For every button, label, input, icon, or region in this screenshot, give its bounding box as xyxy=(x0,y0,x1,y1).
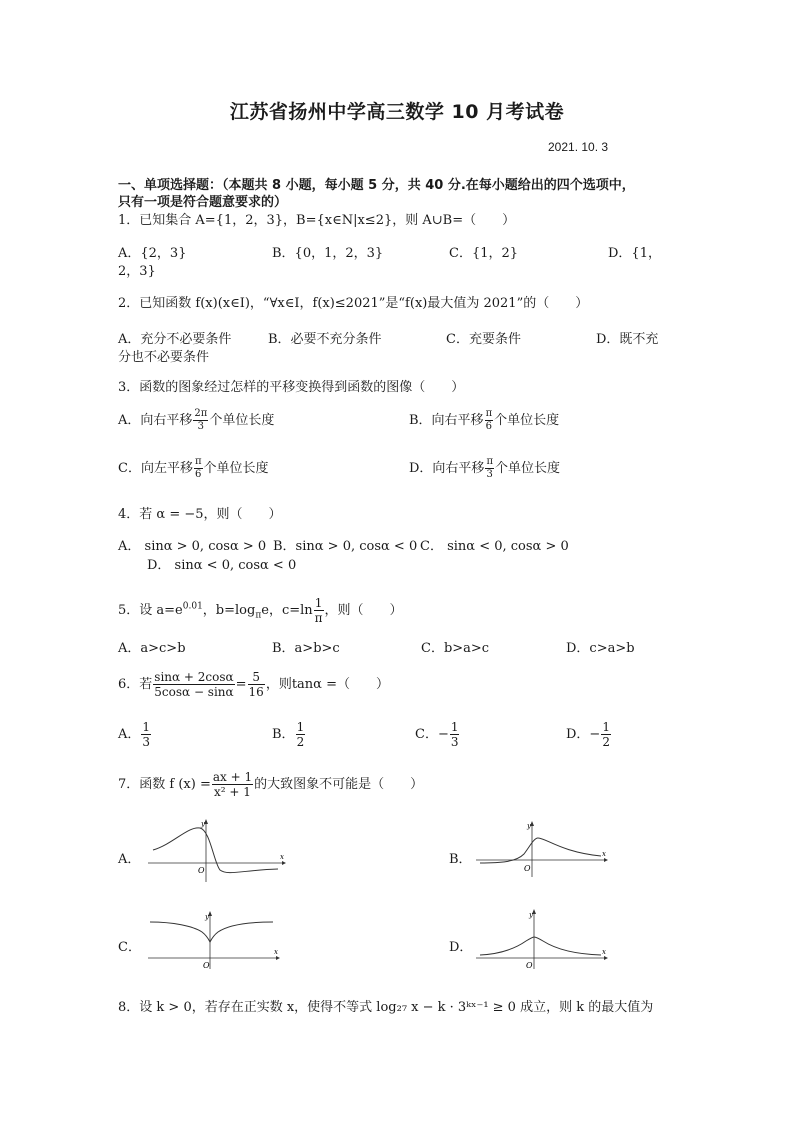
question-6-stem: 6．若 $\frac{\sin\alpha + 2\cos\alpha}{5\cos\alpha - \sin\alpha}$ = $\frac{5}{16}$ ，则tanα =（ ） xyxy=(118,670,389,699)
question-7-graph-a xyxy=(148,818,288,883)
question-2-option-d: D．既不充 xyxy=(596,332,659,347)
question-7-stem: 7．函数 f (x) = $\frac{ax + 1}{\text{x² + 1}}$ 的大致图象不可能是（ ） xyxy=(118,770,424,799)
question-7-graph-c xyxy=(148,910,283,970)
question-4-option-a: A． sinα > 0, cosα > 0 xyxy=(118,539,267,554)
svg-text:y: y xyxy=(527,822,531,830)
svg-text:x: x xyxy=(274,948,278,956)
svg-text:y: y xyxy=(201,820,205,828)
question-5-option-b: B．a>b>c xyxy=(272,641,340,656)
question-5-option-d: D．c>a>b xyxy=(566,641,635,656)
question-7-option-d-label: D． xyxy=(449,940,473,955)
question-3-option-b: B．向右平移 $\frac{\pi}{6}$ 个单位长度 xyxy=(409,408,560,432)
question-6-option-d: D．− $\frac{1}{2}$ xyxy=(566,720,610,749)
section-heading-line2: 只有一项是符合题意要求的） xyxy=(118,195,288,210)
question-4-option-c: C． sinα < 0, cosα > 0 xyxy=(420,539,569,554)
question-6-option-b: B． $\frac{1}{2}$ xyxy=(272,720,305,749)
question-3-option-d: D．向右平移 $\frac{\pi}{3}$ 个单位长度 xyxy=(409,456,561,480)
svg-text:O: O xyxy=(526,961,533,970)
question-6-option-a: A． $\frac{1}{3}$ xyxy=(118,720,151,749)
question-1-option-d-continued: 2，3} xyxy=(118,264,156,279)
svg-text:O: O xyxy=(524,864,531,873)
question-7-option-b-label: B． xyxy=(449,852,472,867)
question-6-option-c: C．− $\frac{1}{3}$ xyxy=(415,720,459,749)
question-1-option-b: B．{0，1，2，3} xyxy=(272,246,384,261)
question-2-option-b: B．必要不充分条件 xyxy=(268,332,382,347)
question-7-option-a-label: A． xyxy=(118,852,141,867)
exam-date: 2021. 10. 3 xyxy=(548,140,609,154)
question-1-stem: 1．已知集合 A={1，2，3}，B={x∈N|x≤2}，则 A∪B=（ ） xyxy=(118,213,516,228)
svg-text:y: y xyxy=(529,911,533,919)
question-3-option-c: C．向左平移 $\frac{\pi}{6}$ 个单位长度 xyxy=(118,456,269,480)
svg-text:O: O xyxy=(203,961,210,970)
svg-text:x: x xyxy=(280,853,284,861)
question-7-option-c-label: C． xyxy=(118,940,141,955)
question-4-stem: 4．若 α = −5，则（ ） xyxy=(118,507,282,522)
svg-text:y: y xyxy=(205,913,209,921)
question-1-option-d: D．{1， xyxy=(608,246,661,261)
question-7-graph-d xyxy=(476,908,611,970)
question-2-option-d-continued: 分也不必要条件 xyxy=(118,350,210,365)
svg-text:x: x xyxy=(602,850,606,858)
question-4-option-b: B．sinα > 0, cosα < 0 xyxy=(273,539,418,554)
question-8-stem: 8．设 k > 0，若存在正实数 x，使得不等式 log₂₇ x − k · 3ᵏˣ⁻¹ ≥ 0 成立，则 k 的最大值为 xyxy=(118,1000,654,1015)
section-heading-line1: 一、单项选择题：（本题共 8 小题，每小题 5 分，共 40 分.在每小题给出的四个选项中， xyxy=(118,178,635,193)
question-2-option-c: C．充要条件 xyxy=(446,332,521,347)
question-4-option-d: D． sinα < 0, cosα < 0 xyxy=(147,558,297,573)
page-title: 江苏省扬州中学高三数学 10 月考试卷 xyxy=(229,101,565,123)
question-1-option-a: A．{2，3} xyxy=(118,246,187,261)
question-3-stem: 3．函数的图象经过怎样的平移变换得到函数的图像（ ） xyxy=(118,380,465,395)
question-3-option-a: A．向右平移 $\frac{2\pi}{3}$ 个单位长度 xyxy=(118,408,275,432)
svg-text:O: O xyxy=(198,866,205,875)
question-7-graph-b xyxy=(476,820,611,878)
question-5-option-a: A．a>c>b xyxy=(118,641,186,656)
question-2-option-a: A．充分不必要条件 xyxy=(118,332,232,347)
svg-text:x: x xyxy=(602,948,606,956)
question-5-stem: 5．设 $a=e^{0.01}$，$b=\log_\pi e$，c=ln $\frac{1}{\pi}$ ，则（ ） xyxy=(118,596,403,625)
question-2-stem: 2．已知函数 f(x)(x∈I)，“∀x∈I，f(x)≤2021”是“f(x)最大值为 2021”的（ ） xyxy=(118,296,589,311)
question-1-option-c: C．{1，2} xyxy=(449,246,519,261)
question-5-option-c: C．b>a>c xyxy=(421,641,490,656)
